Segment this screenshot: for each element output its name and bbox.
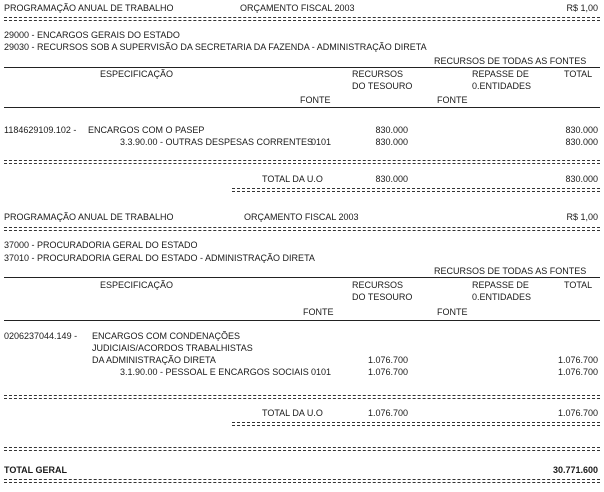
total-uo-treasury: 1.076.700 (367, 408, 408, 418)
total-uo-value: 1.076.700 (557, 408, 598, 418)
transfer-header: REPASSE DE (472, 280, 529, 290)
total-uo-treasury: 830.000 (375, 174, 408, 184)
total-value: 1.076.700 (557, 355, 598, 365)
all-sources-header: RECURSOS DE TODAS AS FONTES (434, 56, 587, 66)
currency-unit: R$ 1,00 (566, 3, 598, 13)
sub-item-description: 3.1.90.00 - PESSOAL E ENCARGOS SOCIAIS (120, 367, 309, 377)
treasury-header: RECURSOS (352, 280, 404, 290)
program-code: 0206237044.149 - (4, 331, 78, 341)
treasury-header: RECURSOS (352, 69, 404, 79)
total-header: TOTAL (564, 69, 593, 79)
sub-item-description: 3.3.90.00 - OUTRAS DESPESAS CORRENTES (120, 137, 314, 147)
total-rule (232, 188, 600, 192)
grand-total-label: TOTAL GERAL (4, 465, 67, 475)
total-uo-value: 830.000 (565, 174, 598, 184)
item-description: ENCARGOS COM CONDENAÇÕES (92, 331, 241, 341)
report-title: PROGRAMAÇÃO ANUAL DE TRABALHO (4, 212, 174, 222)
total-uo-label: TOTAL DA U.O (262, 174, 323, 184)
org-line: 29000 - ENCARGOS GERAIS DO ESTADO (4, 30, 180, 40)
treasury-value: 1.076.700 (367, 367, 408, 377)
grand-total-rule (4, 479, 600, 483)
column-rule (4, 67, 600, 68)
transfer-header: 0.ENTIDADES (472, 292, 532, 302)
fonte-header: FONTE (437, 95, 468, 105)
fonte-header: FONTE (303, 307, 334, 317)
item-description: JUDICIAIS/ACORDOS TRABALHISTAS (92, 343, 253, 353)
fonte-header: FONTE (437, 307, 468, 317)
program-code: 1184629109.102 - (4, 125, 77, 135)
treasury-header: DO TESOURO (352, 292, 413, 302)
spec-header: ESPECIFICAÇÃO (100, 280, 174, 290)
treasury-value: 830.000 (375, 125, 408, 135)
treasury-value: 830.000 (375, 137, 408, 147)
item-description: DA ADMINISTRAÇÃO DIRETA (92, 355, 216, 365)
grand-total-rule (4, 447, 600, 451)
transfer-header: 0.ENTIDADES (472, 81, 532, 91)
report-title: PROGRAMAÇÃO ANUAL DE TRABALHO (4, 3, 174, 13)
item-description: ENCARGOS COM O PASEP (88, 125, 205, 135)
total-rule (232, 422, 600, 426)
treasury-value: 1.076.700 (367, 355, 408, 365)
header-rule (4, 17, 600, 21)
total-rule (4, 395, 600, 399)
total-value: 830.000 (565, 125, 598, 135)
column-rule (4, 107, 600, 108)
total-value: 830.000 (565, 137, 598, 147)
org-line: 29030 - RECURSOS SOB A SUPERVISÃO DA SECRETARIA DA FAZENDA - ADMINISTRAÇÃO DIRETA (4, 42, 427, 52)
org-line: 37000 - PROCURADORIA GERAL DO ESTADO (4, 240, 198, 250)
sub-item-fonte: 0101 (311, 137, 332, 147)
treasury-header: DO TESOURO (352, 81, 413, 91)
budget-title: ORÇAMENTO FISCAL 2003 (244, 212, 359, 222)
total-rule (4, 160, 600, 164)
fonte-header: FONTE (300, 95, 331, 105)
budget-title: ORÇAMENTO FISCAL 2003 (240, 3, 355, 13)
spec-header: ESPECIFICAÇÃO (100, 69, 174, 79)
total-value: 1.076.700 (557, 367, 598, 377)
sub-item-fonte: 0101 (311, 367, 332, 377)
column-rule (4, 320, 600, 321)
org-line: 37010 - PROCURADORIA GERAL DO ESTADO - ADMINISTRAÇÃO DIRETA (4, 253, 315, 263)
grand-total-value: 30.771.600 (552, 465, 598, 475)
total-header: TOTAL (564, 280, 593, 290)
column-rule (4, 277, 600, 278)
transfer-header: REPASSE DE (472, 69, 529, 79)
header-rule (4, 227, 600, 231)
currency-unit: R$ 1,00 (566, 212, 598, 222)
all-sources-header: RECURSOS DE TODAS AS FONTES (434, 266, 587, 276)
total-uo-label: TOTAL DA U.O (262, 408, 323, 418)
